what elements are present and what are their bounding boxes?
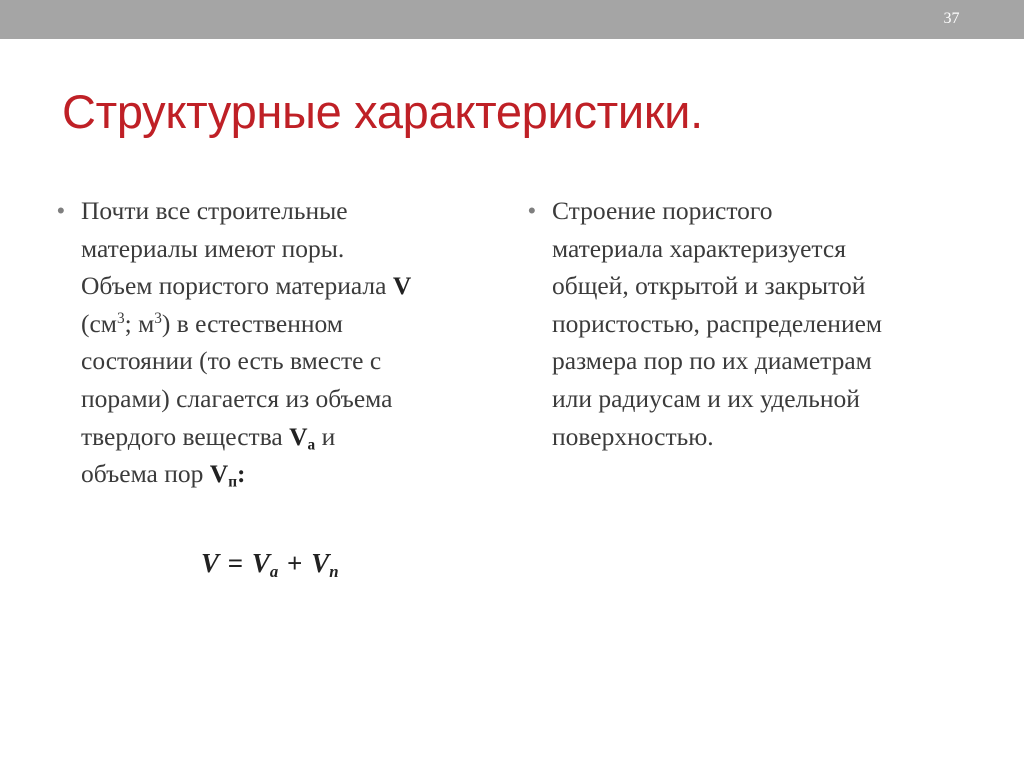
text-line: состоянии (то есть вместе с	[81, 346, 382, 376]
pore-volume-symbol: $V_п$:	[209, 459, 246, 491]
top-bar	[0, 0, 1024, 39]
left-column	[57, 192, 497, 493]
text-line: объема пор $V_п$:	[81, 459, 246, 491]
text-line: твердого вещества $V_а$ и	[81, 421, 336, 454]
bullet-icon: •	[57, 198, 65, 223]
text-line: материала характеризуется	[552, 233, 846, 263]
solid-volume-symbol: $V_а$	[289, 421, 316, 454]
left-bullet-text	[81, 192, 497, 493]
text-line: Почти все строительные	[81, 196, 348, 225]
text-line: пористостью, распределением	[552, 308, 883, 338]
text-line: порами) слагается из объема	[81, 383, 393, 413]
bullet-icon: •	[528, 198, 536, 223]
right-bullet-text	[552, 192, 968, 455]
right-column	[528, 192, 968, 455]
text-line: общей, открытой и закрытой	[552, 271, 866, 301]
text-line: Объем пористого материала V	[81, 271, 412, 301]
text-line: материалы имеют поры.	[81, 233, 345, 263]
text-line: поверхностью.	[552, 421, 714, 451]
slide-number: 37	[943, 10, 960, 27]
slide-title: Структурные характеристики.	[62, 85, 703, 138]
volume-symbol: V	[392, 271, 412, 301]
volume-formula: $V = V_a + V_n$	[201, 548, 339, 582]
text-line: Строение пористого	[552, 196, 773, 225]
text-line: ($см^3$; $м^3$) в естественном	[81, 308, 343, 338]
text-line: размера пор по их диаметрам	[552, 346, 872, 376]
text-line: или радиусам и их удельной	[552, 383, 860, 413]
